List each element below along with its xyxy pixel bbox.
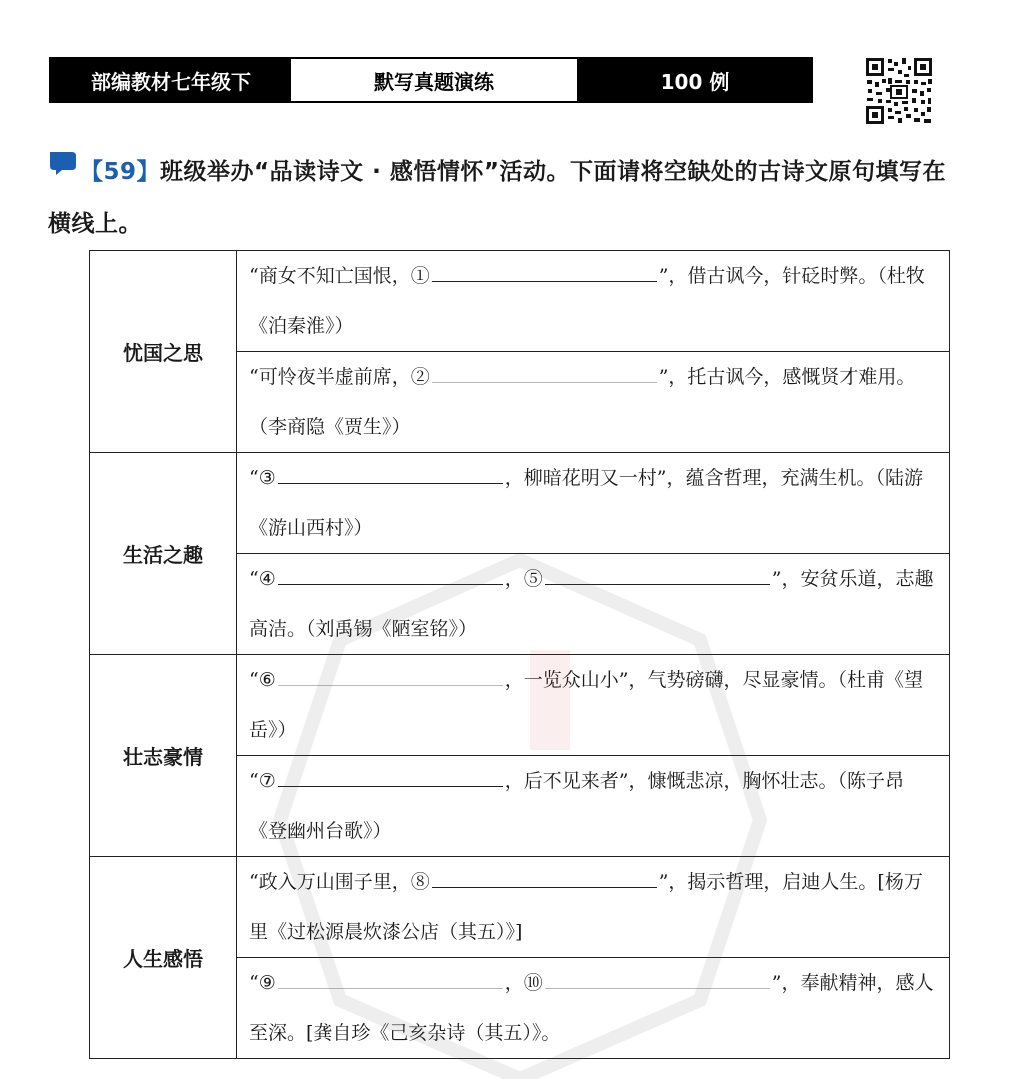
table-cell [237,756,950,857]
table-cell [237,655,950,756]
category-cell: 人生感悟 [90,857,237,1059]
item-text: ”，安贫乐道，志趣高洁。（刘禹锡《陋室铭》） [249,568,934,640]
answer-blank[interactable] [278,564,503,585]
item-text: “③ [249,467,276,489]
item-text: “⑦ [249,770,276,792]
answer-blank[interactable] [278,463,503,484]
item-text: ，⑤ [504,568,543,590]
item-text: “④ [249,568,276,590]
question-number: 【59】 [80,159,161,185]
answer-blank[interactable] [432,261,657,282]
item-text: “商女不知亡国恨，① [249,265,430,287]
answer-blank[interactable] [545,564,770,585]
category-cell: 忧国之思 [90,251,237,453]
item-text: “可怜夜半虚前席，② [249,366,430,388]
table-cell [237,857,950,958]
table-row [90,453,950,554]
table-row [90,857,950,958]
answer-blank[interactable] [432,362,657,383]
item-text: ，一览众山小”，气势磅礴，尽显豪情。（杜甫《望岳》） [249,669,923,741]
header-textbook-label: 部编教材七年级下 [51,59,291,101]
answer-blank[interactable] [278,968,503,989]
table-cell [237,251,950,352]
item-text: ”，揭示哲理，启迪人生。[杨万里《过松源晨炊漆公店（其五）》] [249,871,923,943]
item-text: ，⑩ [504,972,543,994]
table-row [90,251,950,352]
table-cell [237,958,950,1059]
item-text: ，柳暗花明又一村”，蕴含哲理，充满生机。（陆游《游山西村》） [249,467,923,539]
fill-in-table [89,250,950,1059]
category-cell: 壮志豪情 [90,655,237,857]
answer-blank[interactable] [432,867,657,888]
item-text: “政入万山围子里，⑧ [249,871,430,893]
header-count-label: 100 例 [579,59,811,101]
item-text: ”，托古讽今，感慨贤才难用。（李商隐《贾生》） [249,366,916,438]
qr-code-icon [864,56,934,126]
answer-blank[interactable] [545,968,770,989]
question-text: 班级举办“品读诗文 · 感悟情怀”活动。下面请将空缺处的古诗文原句填写在横线上。 [48,159,946,237]
question-prompt [48,146,948,250]
category-cell: 生活之趣 [90,453,237,655]
table-row [90,655,950,756]
answer-blank[interactable] [278,665,503,686]
item-text: ，后不见来者”，慷慨悲凉，胸怀壮志。（陈子昂《登幽州台歌》） [249,770,904,842]
item-text: ”，奉献精神，感人至深。[龚自珍《己亥杂诗（其五）》。 [249,972,934,1044]
item-text: “⑨ [249,972,276,994]
header-section-title: 默写真题演练 [291,59,579,101]
table-cell [237,554,950,655]
table-cell [237,352,950,453]
item-text: “⑥ [249,669,276,691]
answer-blank[interactable] [278,766,503,787]
header-bar [49,57,813,103]
item-text: ”，借古讽今，针砭时弊。（杜牧《泊秦淮》） [249,265,925,337]
table-cell [237,453,950,554]
